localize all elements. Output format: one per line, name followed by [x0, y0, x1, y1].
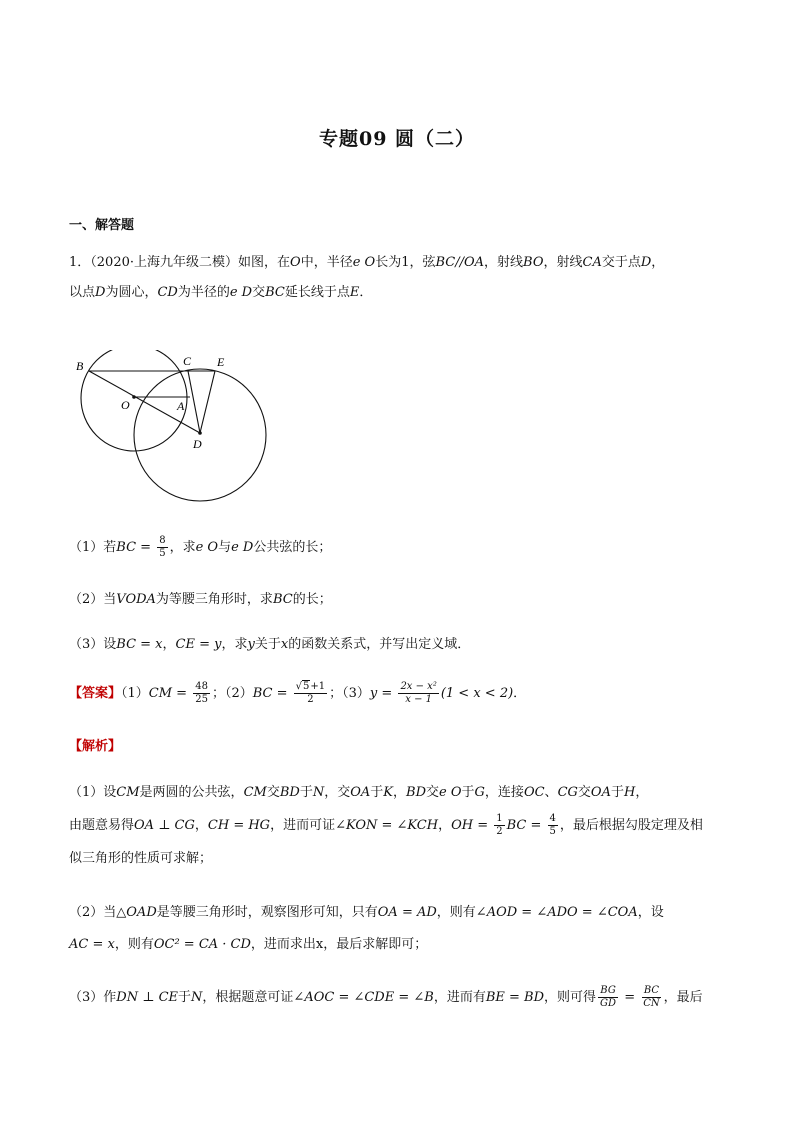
- math: e O: [439, 785, 462, 800]
- text: （3）设: [69, 637, 117, 652]
- text: 是两圆的公共弦，: [139, 785, 244, 800]
- math: e D: [231, 540, 254, 555]
- question-2: [69, 585, 729, 615]
- text: 于: [178, 990, 192, 1005]
- denominator: 25: [195, 694, 208, 705]
- math: BC =: [252, 686, 292, 701]
- fraction: [294, 681, 328, 706]
- text: ，射线: [484, 255, 524, 270]
- text: ，最后根据勾股定理及相: [559, 818, 703, 833]
- text: 长为1，弦: [375, 255, 436, 270]
- text: 为半径的: [177, 285, 230, 300]
- text: ，则可得: [544, 990, 597, 1005]
- denominator: 5: [159, 548, 166, 559]
- line-ed: [200, 371, 215, 433]
- math: D: [95, 285, 106, 300]
- math: VODA: [116, 592, 156, 607]
- text: ，进而有: [433, 990, 486, 1005]
- math: OA = AD: [377, 905, 437, 920]
- math: e D: [229, 285, 253, 300]
- numerator: 2x − x²: [400, 681, 437, 692]
- text: ，求: [221, 637, 248, 652]
- text: 是等腰三角形时，观察图形可知，只有: [156, 905, 378, 920]
- math: BC = x: [116, 637, 163, 652]
- math: CM =: [148, 686, 192, 701]
- math: =: [620, 990, 640, 1005]
- math: OC: [523, 785, 545, 800]
- math: BC: [116, 540, 137, 555]
- text: ，根据题意可证: [202, 990, 294, 1005]
- problem-source: （2020·上海九年级二模）: [90, 255, 238, 270]
- text: ，进而求出x，最后求解即可；: [250, 937, 428, 952]
- text: 以点: [69, 285, 96, 300]
- math: OC² = CA · CD: [153, 937, 251, 952]
- numerator-rest: +1: [310, 681, 326, 692]
- text: （1）若: [69, 540, 117, 555]
- question-1: [69, 533, 729, 563]
- text: 为等腰三角形时，求: [155, 592, 273, 607]
- math: BC =: [506, 818, 546, 833]
- math: CE = y: [175, 637, 222, 652]
- math: CH = HG: [207, 818, 271, 833]
- text: ，连接: [484, 785, 524, 800]
- math: BD: [279, 785, 300, 800]
- fraction: [398, 681, 438, 706]
- analysis-tag: 【解析】: [69, 739, 122, 754]
- math: E: [349, 285, 360, 300]
- analysis-3: [69, 981, 729, 1015]
- line-cd: [188, 371, 200, 433]
- label-e: E: [217, 355, 225, 369]
- math: BC: [272, 592, 293, 607]
- math: O: [290, 255, 301, 270]
- radicand: 5: [303, 681, 310, 692]
- text: ，: [162, 637, 176, 652]
- answer-line: [69, 676, 729, 712]
- text: ，则有: [114, 937, 154, 952]
- text: 交于点: [601, 255, 641, 270]
- question-3: [69, 630, 729, 660]
- text: 交: [577, 785, 591, 800]
- denominator: 2: [496, 826, 503, 837]
- text: （1）: [121, 686, 149, 701]
- numerator: 4: [549, 813, 556, 824]
- math: e O: [195, 540, 219, 555]
- denominator: 2: [307, 694, 314, 705]
- math: y: [247, 637, 255, 652]
- denominator: 5: [549, 826, 556, 837]
- page-title: 专题09 圆（二）: [318, 128, 476, 150]
- math: ∠KON = ∠KCH: [335, 818, 439, 833]
- math: x: [280, 637, 289, 652]
- problem-statement: [69, 248, 729, 308]
- text: ，交: [324, 785, 351, 800]
- text: ，进而可证: [270, 818, 336, 833]
- text: ，最后: [663, 990, 703, 1005]
- label-c: C: [183, 354, 192, 368]
- math: =: [136, 540, 156, 555]
- numerator: BC: [643, 985, 660, 996]
- text: ，: [393, 785, 407, 800]
- math: △OAD: [116, 905, 157, 920]
- math: N: [191, 990, 203, 1005]
- math: AC = x: [69, 937, 115, 952]
- math: CA: [582, 255, 602, 270]
- math: ∠AOC = ∠CDE = ∠B: [293, 990, 434, 1005]
- text: 为圆心，: [105, 285, 158, 300]
- math: OA: [590, 785, 611, 800]
- section-heading: 一、解答题: [69, 218, 135, 233]
- circle-d: [134, 369, 266, 501]
- denominator: GD: [600, 998, 617, 1009]
- text: ．: [359, 285, 373, 300]
- text: 、: [544, 785, 558, 800]
- text: ，: [635, 785, 649, 800]
- math: OH =: [451, 818, 493, 833]
- text: 公共弦的长；: [253, 540, 332, 555]
- text: 于: [610, 785, 624, 800]
- text: 与: [218, 540, 232, 555]
- math: BE = BD: [485, 990, 545, 1005]
- math: BD: [406, 785, 427, 800]
- fraction: [548, 813, 558, 838]
- text: 交: [252, 285, 266, 300]
- answer-tag: 【答案】: [69, 686, 122, 701]
- text: 似三角形的性质可求解；: [69, 851, 213, 866]
- label-o: O: [121, 398, 130, 412]
- fraction: [494, 813, 504, 838]
- math: N: [312, 785, 325, 800]
- text: 交: [426, 785, 440, 800]
- text: ，设: [637, 905, 664, 920]
- text: ，: [438, 818, 452, 833]
- text: 的长；: [292, 592, 332, 607]
- text: （3）作: [69, 990, 117, 1005]
- text: 如图，在: [238, 255, 291, 270]
- math: BO: [523, 255, 544, 270]
- analysis-2: [69, 897, 729, 961]
- label-a: A: [177, 399, 185, 413]
- text: 由题意易得: [69, 818, 135, 833]
- text: 中，半径: [300, 255, 353, 270]
- numerator: 48: [195, 681, 208, 692]
- fraction: [193, 681, 210, 706]
- point-d: [198, 431, 202, 435]
- math: G: [474, 785, 485, 800]
- math: OA: [350, 785, 371, 800]
- analysis-tag-line: [69, 732, 729, 762]
- text: ，: [651, 255, 665, 270]
- text: （1）设: [69, 785, 117, 800]
- denominator: x − 1: [405, 694, 432, 705]
- text: 关于: [254, 637, 281, 652]
- label-b: B: [76, 359, 84, 373]
- fraction: [641, 985, 661, 1010]
- point-o: [132, 395, 136, 399]
- math: OA ⊥ CG: [134, 818, 195, 833]
- problem-number: 1．: [69, 255, 91, 270]
- math: D: [640, 255, 652, 270]
- text: ，求: [169, 540, 196, 555]
- math: CD: [157, 285, 178, 300]
- numerator: 1: [496, 813, 503, 824]
- math: K: [383, 785, 394, 800]
- text: 交: [266, 785, 280, 800]
- math: e O: [352, 255, 376, 270]
- text: （2）当: [69, 905, 117, 920]
- geometry-figure: [70, 350, 280, 510]
- text: 于: [370, 785, 384, 800]
- denominator: CN: [643, 998, 660, 1009]
- math: DN ⊥ CE: [116, 990, 179, 1005]
- fraction: [157, 535, 167, 560]
- numerator: √5+1: [295, 681, 326, 692]
- fraction: [598, 985, 618, 1010]
- text: 的函数关系式，并写出定义域．: [288, 637, 471, 652]
- label-d: D: [193, 437, 202, 451]
- text: ，则有: [436, 905, 476, 920]
- math: CM: [243, 785, 267, 800]
- math: ∠AOD = ∠ADO = ∠COA: [475, 905, 638, 920]
- text: 延长线于点: [284, 285, 350, 300]
- math: (1 < x < 2): [440, 686, 514, 701]
- numerator: BG: [600, 985, 616, 996]
- math: H: [623, 785, 636, 800]
- text: （2）当: [69, 592, 117, 607]
- text: ，射线: [543, 255, 583, 270]
- text: 于: [299, 785, 313, 800]
- math: BC: [265, 285, 285, 300]
- text: 于: [461, 785, 475, 800]
- text: ．: [513, 686, 527, 701]
- math: CG: [557, 785, 578, 800]
- math: y =: [369, 686, 397, 701]
- text: ，: [194, 818, 208, 833]
- text: ；（2）: [211, 686, 253, 701]
- text: ；（3）: [329, 686, 370, 701]
- analysis-1: [69, 776, 729, 875]
- math: BC//OA: [435, 255, 485, 270]
- numerator: 8: [159, 535, 166, 546]
- math: CM: [116, 785, 140, 800]
